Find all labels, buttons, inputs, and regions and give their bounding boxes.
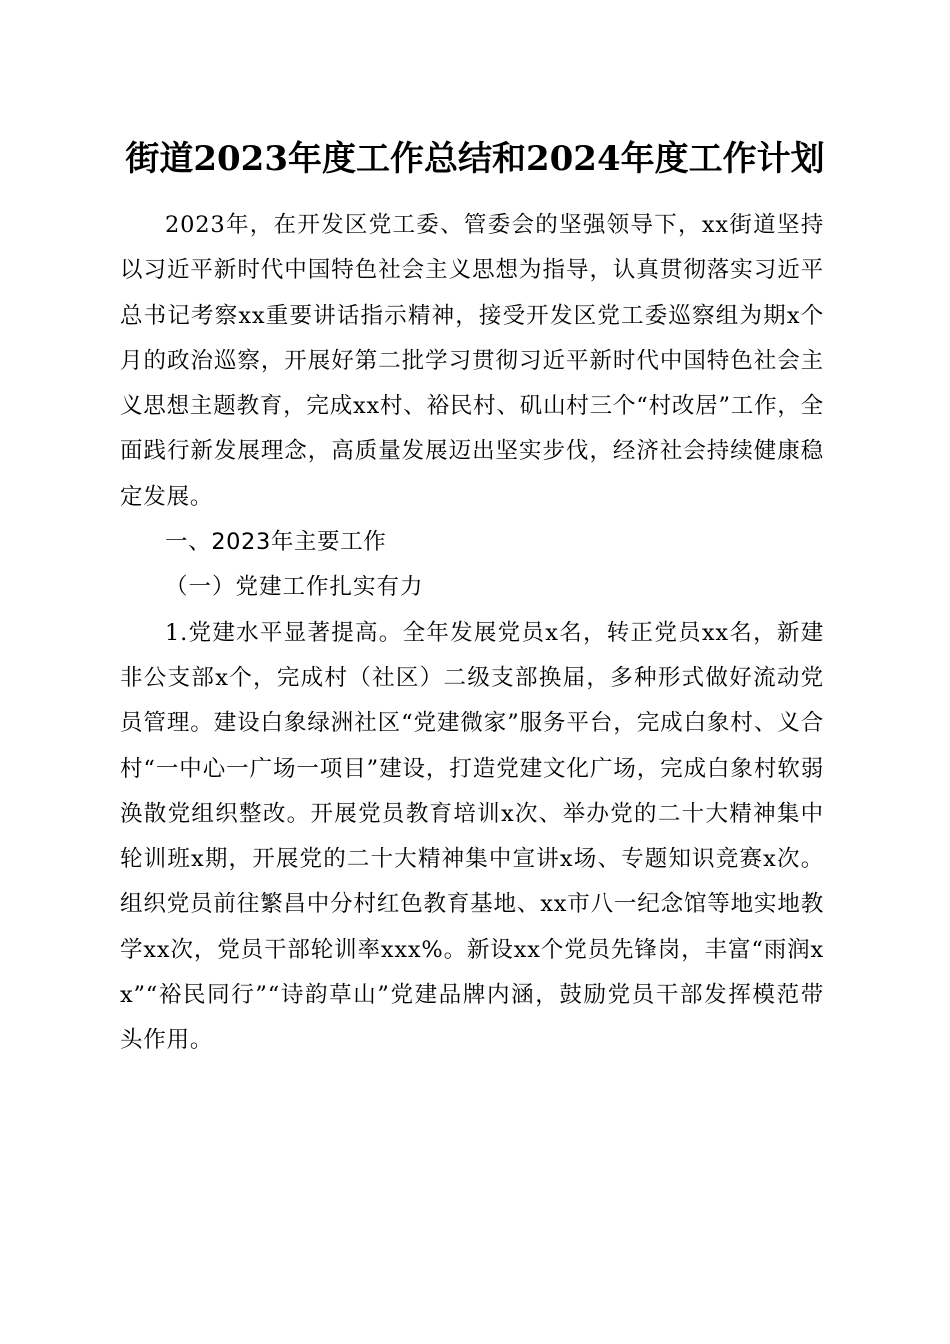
document-body	[120, 203, 824, 1064]
subsection-heading-party-building: （一）党建工作扎实有力	[165, 574, 424, 601]
intro-paragraph: 2023年，在开发区党工委、管委会的坚强领导下，xx街道坚持以习近平新时代中国特色社会主义思想为指导，认真贯彻落实习近平总书记考察xx重要讲话指示精神，接受开发区党工委巡察组为期x个月的政治巡察，开展好第二批学习贯彻习近平新时代中国特色社会主义思想主题教育，完成xx村、裕民村、矶山村三个“村改居”工作，全面践行新发展理念，高质量发展迈出坚实步伐，经济社会持续健康稳定发展。	[120, 212, 824, 510]
item-paragraph-party-building-level: 1.党建水平显著提高。全年发展党员x名，转正党员xx名，新建非公支部x个，完成村（社区）二级支部换届，多种形式做好流动党员管理。建设白象绿洲社区“党建微家”服务平台，完成白象村、义合村“一中心一广场一项目”建设，打造党建文化广场，完成白象村软弱涣散党组织整改。开展党员教育培训x次、举办党的二十大精神集中轮训班x期，开展党的二十大精神集中宣讲x场、专题知识竞赛x次。组织党员前往繁昌中分村红色教育基地、xx市八一纪念馆等地实地教学xx次，党员干部轮训率xxx%。新设xx个党员先锋岗，丰富“雨润xx”“裕民同行”“诗韵草山”党建品牌内涵，鼓励党员干部发挥模范带头作用。	[120, 619, 824, 1054]
document-title: 街道2023年度工作总结和2024年度工作计划	[125, 139, 825, 179]
section-heading-main-work: 一、2023年主要工作	[165, 529, 387, 556]
